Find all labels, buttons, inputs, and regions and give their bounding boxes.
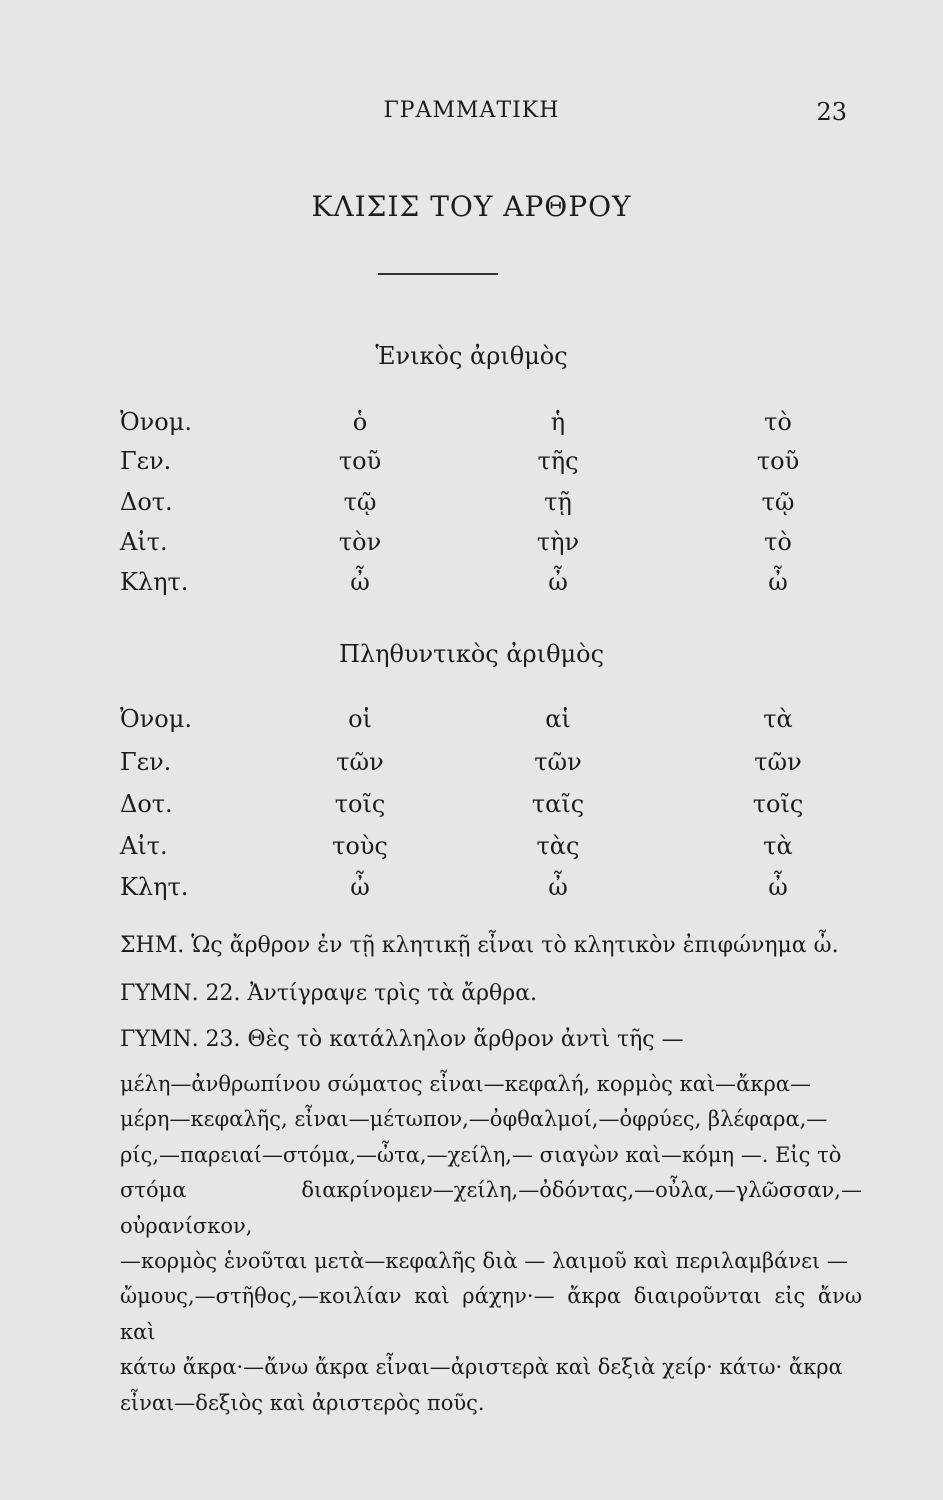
table-row bbox=[0, 528, 943, 562]
case-label: Ὀνομ. bbox=[120, 705, 192, 733]
case-label: Δοτ. bbox=[120, 790, 173, 818]
case-label: Ὀνομ. bbox=[120, 408, 192, 436]
neuter-form: ὦ bbox=[768, 873, 788, 901]
section-title: ΚΛΙΣΙΣ ΤΟΥ ΑΡΘΡΟΥ bbox=[311, 190, 632, 223]
text-line: ρίς,—παρειαί—στόμα,—ὦτα,—χείλη,— σιαγὼν καὶ—κόμη —. Εἰς τὸ bbox=[120, 1142, 842, 1167]
neuter-form: τὸ bbox=[764, 528, 792, 556]
case-label: Κλητ. bbox=[120, 873, 189, 901]
feminine-form: αἱ bbox=[545, 705, 571, 733]
running-header: ΓΡΑΜΜΑΤΙΚΗ bbox=[383, 98, 560, 123]
case-label: Γεν. bbox=[120, 748, 172, 776]
masculine-form: ὦ bbox=[350, 873, 370, 901]
neuter-form: τοῦ bbox=[756, 447, 800, 475]
singular-heading: Ἑνικὸς ἀριθμὸς bbox=[375, 342, 568, 370]
page-number: 23 bbox=[816, 98, 847, 126]
masculine-form: τοῖς bbox=[334, 790, 386, 818]
title-rule bbox=[378, 273, 498, 275]
masculine-form: τῷ bbox=[343, 488, 377, 516]
case-label: Αἰτ. bbox=[120, 832, 168, 860]
feminine-form: τὰς bbox=[536, 832, 580, 860]
table-row bbox=[0, 488, 943, 522]
feminine-form: ὦ bbox=[548, 568, 568, 596]
text-line: μέλη—ἀνθρωπίνου σώματος εἶναι—κεφαλή, κορμὸς καὶ—ἄκρα— bbox=[120, 1072, 811, 1096]
masculine-form: τῶν bbox=[336, 748, 384, 776]
table-row bbox=[0, 873, 943, 907]
feminine-form: τῆς bbox=[537, 447, 579, 475]
feminine-form: ἡ bbox=[550, 408, 566, 436]
table-row bbox=[0, 447, 943, 481]
text-line: στόμα διακρίνομεν—χείλη,—ὀδόντας,—οὖλα,—γλῶσσαν,—οὐρανίσκον, bbox=[120, 1178, 862, 1238]
neuter-form: τὰ bbox=[763, 832, 793, 860]
table-row bbox=[0, 408, 943, 442]
text-line: ὤμους,—στῆθος,—κοιλίαν καὶ ράχην·— ἄκρα διαιροῦνται εἰς ἄνω καὶ bbox=[120, 1284, 862, 1344]
feminine-form: τὴν bbox=[536, 528, 580, 556]
text-line: —κορμὸς ἑνοῦται μετὰ—κεφαλῆς διὰ — λαιμοῦ καὶ περιλαμβάνει — bbox=[120, 1249, 848, 1274]
table-row bbox=[0, 748, 943, 782]
feminine-form: τῇ bbox=[544, 488, 572, 516]
masculine-form: οἱ bbox=[348, 705, 372, 733]
feminine-form: ταῖς bbox=[531, 790, 585, 818]
table-row bbox=[0, 832, 943, 866]
case-label: Γεν. bbox=[120, 447, 172, 475]
feminine-form: ὦ bbox=[548, 873, 568, 901]
text-line: εἶναι—δεξιὸς καὶ ἀριστερὸς ποῦς. bbox=[120, 1390, 485, 1415]
text-line: μέρη—κεφαλῆς, εἶναι—μέτωπον,—ὀφθαλμοί,—ὀφρύες, βλέφαρα,— bbox=[120, 1107, 828, 1132]
neuter-form: τοῖς bbox=[752, 790, 804, 818]
text-line: κάτω ἄκρα·—ἄνω ἄκρα εἶναι—ἀριστερὰ καὶ δεξιὰ χείρ· κάτω· ἄκρα bbox=[120, 1355, 843, 1380]
masculine-form: τὸν bbox=[338, 528, 382, 556]
case-label: Δοτ. bbox=[120, 488, 173, 516]
note: ΣΗΜ. Ὡς ἄρθρον ἐν τῇ κλητικῇ εἶναι τὸ κλητικὸν ἐπιφώνημα ὦ. bbox=[120, 933, 839, 958]
table-row bbox=[0, 705, 943, 739]
plural-heading: Πληθυντικὸς ἀριθμὸς bbox=[338, 640, 605, 668]
neuter-form: τῶν bbox=[754, 748, 802, 776]
neuter-form: τὰ bbox=[763, 705, 793, 733]
masculine-form: τοῦ bbox=[338, 447, 382, 475]
masculine-form: ὦ bbox=[350, 568, 370, 596]
feminine-form: τῶν bbox=[534, 748, 582, 776]
case-label: Αἰτ. bbox=[120, 528, 168, 556]
case-label: Κλητ. bbox=[120, 568, 189, 596]
masculine-form: ὁ bbox=[352, 408, 368, 436]
exercise-23-body bbox=[120, 1067, 862, 1421]
table-row bbox=[0, 790, 943, 824]
neuter-form: ὦ bbox=[768, 568, 788, 596]
table-row bbox=[0, 568, 943, 602]
exercise-22: ΓΥΜΝ. 22. Ἀντίγραψε τρὶς τὰ ἄρθρα. bbox=[120, 981, 538, 1006]
neuter-form: τὸ bbox=[764, 408, 792, 436]
masculine-form: τοὺς bbox=[332, 832, 388, 860]
exercise-23-heading: ΓΥΜΝ. 23. Θὲς τὸ κατάλληλον ἄρθρον ἀντὶ τῆς — bbox=[120, 1027, 684, 1052]
neuter-form: τῷ bbox=[761, 488, 795, 516]
